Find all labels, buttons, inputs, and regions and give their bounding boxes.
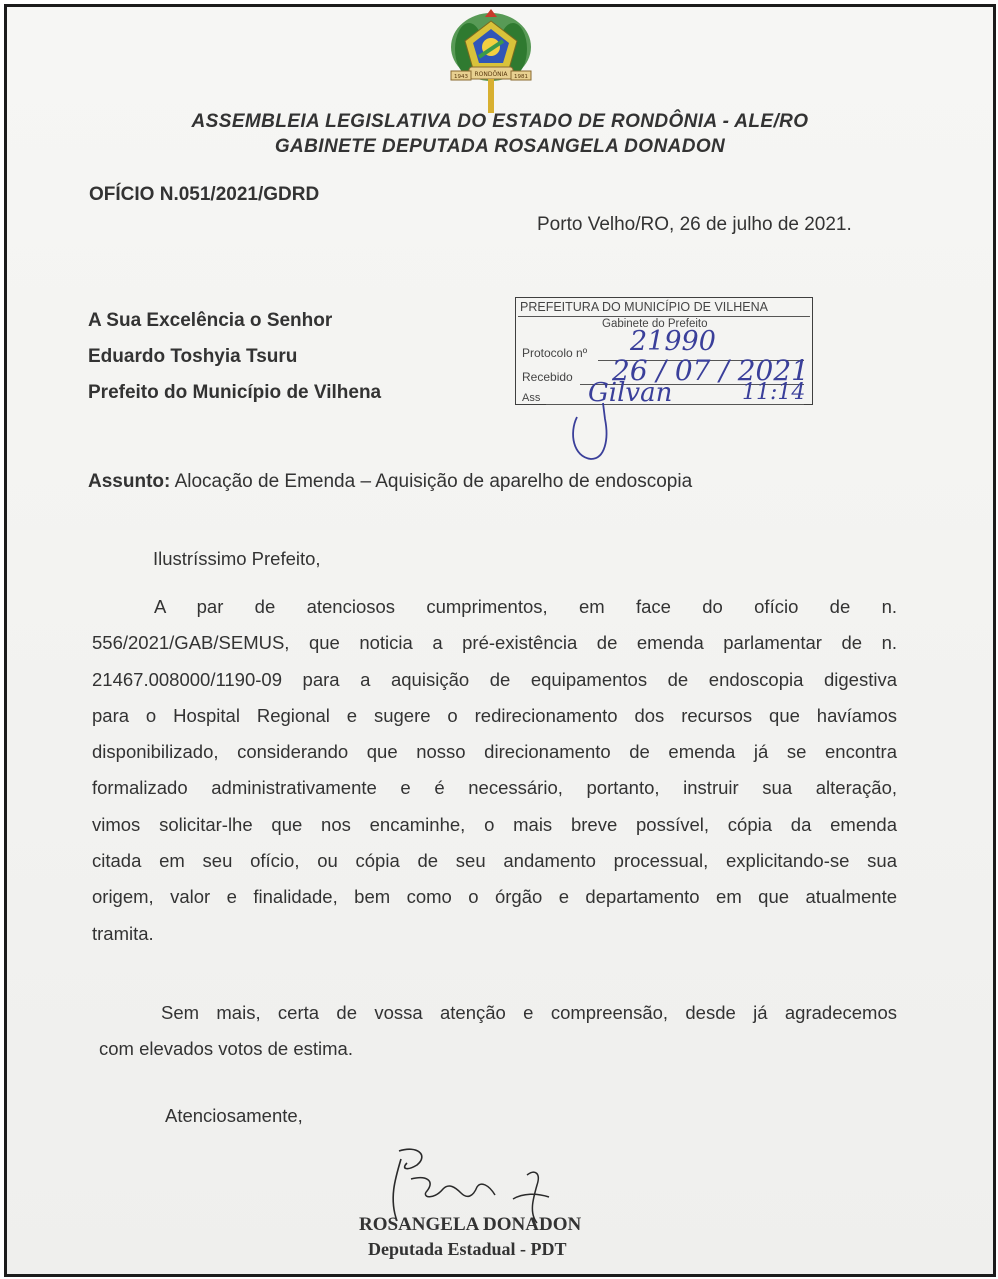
para1-line: origem, valor e finalidade, bem como o órgão e departamento em que atualmente [92, 886, 897, 908]
stamp-title: PREFEITURA DO MUNICÍPIO DE VILHENA [520, 300, 768, 314]
oficio-number: OFÍCIO N.051/2021/GDRD [89, 184, 320, 205]
handwritten-flourish [565, 399, 615, 465]
signature-role: Deputada Estadual - PDT [368, 1239, 567, 1259]
para1-line: disponibilizado, considerando que nosso direcionamento de emenda já se encontra [92, 741, 897, 763]
salutation: Ilustríssimo Prefeito, [153, 548, 321, 569]
coat-of-arms-icon [439, 7, 543, 115]
para1-line: formalizado administrativamente e é necessário, portanto, instruir sua alteração, [92, 777, 897, 799]
seal-banner-text: RONDÔNIA [474, 71, 508, 78]
protocol-stamp [515, 297, 813, 408]
stamp-ass-label: Ass [522, 392, 541, 404]
header-line-2: GABINETE DEPUTADA ROSANGELA DONADON [274, 136, 726, 157]
para1-line: vimos solicitar-lhe que nos encaminhe, o mais breve possível, cópia da emenda [92, 813, 897, 835]
stamp-time-value: 11:14 [742, 380, 806, 405]
stamp-recebido-value: 26 / 07 / 2021 [612, 354, 809, 387]
recipient-line-1: A Sua Excelência o Senhor [88, 310, 333, 331]
stamp-protocolo-label: Protocolo nº [522, 346, 588, 360]
body-paragraph-1 [92, 589, 897, 952]
para2-line: Sem mais, certa de vossa atenção e compreensão, desde já agradecemos [161, 1002, 897, 1023]
subject-label: Assunto: [88, 471, 171, 492]
place-date: Porto Velho/RO, 26 de julho de 2021. [537, 214, 852, 235]
para1-line: citada em seu ofício, ou cópia de seu andamento processual, explicitando-se sua [92, 850, 897, 872]
recipient-line-3: Prefeito do Município de Vilhena [88, 382, 382, 403]
para1-line: para o Hospital Regional e sugere o redirecionamento dos recursos que havíamos [92, 704, 897, 726]
para2-line: com elevados votos de estima. [99, 1038, 353, 1060]
recipient-line-2: Eduardo Toshyia Tsuru [88, 346, 298, 367]
para1-line: 556/2021/GAB/SEMUS, que noticia a pré-existência de emenda parlamentar de n. [92, 632, 897, 654]
body-paragraph-2 [99, 995, 897, 1068]
subject [88, 471, 692, 493]
stamp-recebido-label: Recebido [522, 370, 573, 384]
signature-name: ROSANGELA DONADON [359, 1214, 582, 1235]
seal-left-year: 1943 [454, 74, 468, 80]
para1-line: A par de atenciosos cumprimentos, em face do ofício de n. [154, 596, 897, 617]
stamp-ass-value: Gilvan [588, 378, 673, 408]
stamp-protocolo-value: 21990 [630, 326, 716, 357]
seal-right-year: 1981 [514, 74, 528, 80]
subject-text: Alocação de Emenda – Aquisição de aparelho de endoscopia [174, 471, 693, 492]
para1-line: tramita. [92, 922, 154, 944]
stamp-subtitle: Gabinete do Prefeito [602, 318, 708, 330]
closing: Atenciosamente, [165, 1105, 303, 1126]
document-page [4, 4, 996, 1277]
para1-line: 21467.008000/1190-09 para a aquisição de equipamentos de endoscopia digestiva [92, 668, 897, 690]
header-line-1: ASSEMBLEIA LEGISLATIVA DO ESTADO DE RONDÔNIA - ALE/RO [191, 111, 809, 132]
